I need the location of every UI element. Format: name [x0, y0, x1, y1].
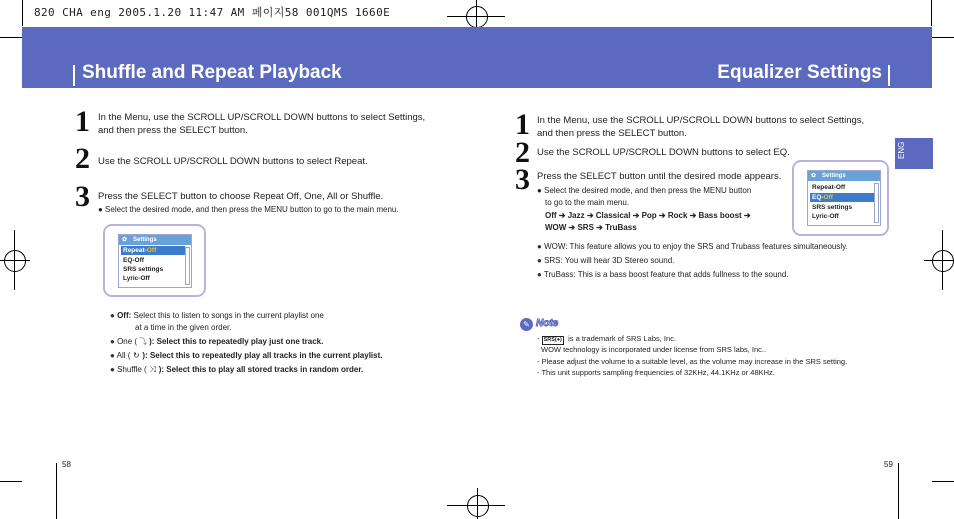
scrollbar — [185, 247, 190, 285]
step-text: In the Menu, use the SCROLL UP/SCROLL DOWN buttons to select Settings, — [98, 112, 426, 123]
screen-header: ✿ Settings — [119, 235, 191, 245]
crop-line — [932, 37, 954, 38]
repeat-all-icon: ↻ — [133, 351, 140, 360]
screen-item: Lyric-Off — [123, 275, 150, 282]
crop-line — [0, 37, 22, 38]
step-subtext: ● Select the desired mode, and then press the MENU button — [537, 186, 752, 195]
crop-line — [22, 0, 23, 26]
step-text: Use the SCROLL UP/SCROLL DOWN buttons to select Repeat. — [98, 156, 368, 167]
language-tab: ENG — [895, 138, 933, 169]
crop-line — [931, 0, 932, 26]
step-text: and then press the SELECT button. — [537, 128, 687, 139]
right-page-title: Equalizer Settings — [717, 62, 882, 83]
note-icon: ✎ — [520, 318, 533, 331]
step-number: 3 — [515, 163, 530, 196]
step-number: 2 — [75, 142, 90, 175]
mode-wow: ● WOW: This feature allows you to enjoy the SRS and Trubass features simultaneously. — [537, 242, 848, 251]
mode-sequence: WOW ➔ SRS ➔ TruBass — [545, 223, 637, 232]
step-text: Use the SCROLL UP/SCROLL DOWN buttons to select EQ. — [537, 147, 790, 158]
screen-item: SRS settings — [123, 266, 164, 273]
left-page-title: Shuffle and Repeat Playback — [82, 62, 342, 83]
step-number: 1 — [515, 108, 530, 141]
step-text: Press the SELECT button until the desired mode appears. — [537, 171, 782, 182]
step-subtext: ● Select the desired mode, and then press the MENU button to go to the main menu. — [98, 205, 399, 214]
mode-trubass: ● TruBass: This is a bass boost feature that adds fullness to the sound. — [537, 270, 789, 279]
selected-row: EQ-Off — [810, 193, 874, 202]
crop-line — [898, 463, 899, 519]
step-number: 3 — [75, 180, 90, 213]
settings-icon: ✿ — [811, 173, 817, 179]
note-title: Note — [536, 318, 559, 329]
crop-line — [932, 481, 954, 482]
mode-srs: ● SRS: You will hear 3D Stereo sound. — [537, 256, 675, 265]
title-bar-accent — [73, 65, 75, 86]
note-item: WOW technology is incorporated under license from SRS labs, Inc.. — [541, 345, 767, 354]
page-number-right: 59 — [884, 460, 893, 469]
srs-logo: SRS(●) — [543, 337, 562, 343]
screen-item: SRS settings — [812, 204, 853, 211]
screen-header: ✿ Settings — [808, 171, 880, 181]
screen-item: Lyric-Off — [812, 213, 839, 220]
device-screen-illustration — [103, 224, 206, 297]
screen-item: EQ-Off — [123, 257, 144, 264]
device-screen-illustration — [792, 160, 889, 236]
note-item: - SRS(●) is a trademark of SRS Labs, Inc. — [537, 334, 677, 343]
option-shuffle: ● Shuffle ( ⤨ ): Select this to play all stored tracks in random order. — [110, 365, 364, 374]
step-number: 2 — [515, 136, 530, 169]
page-number-left: 58 — [62, 460, 71, 469]
step-number: 1 — [75, 105, 90, 138]
mode-sequence: Off ➔ Jazz ➔ Classical ➔ Pop ➔ Rock ➔ Bass boost ➔ — [545, 211, 751, 220]
settings-icon: ✿ — [122, 237, 128, 243]
step-subtext: to go to the main menu. — [545, 198, 630, 207]
print-header: 820 CHA eng 2005.1.20 11:47 AM 페이지58 001QMS 1660E — [34, 6, 391, 19]
scrollbar — [874, 183, 879, 223]
screen-item: Repeat-Off — [812, 184, 846, 191]
step-text: In the Menu, use the SCROLL UP/SCROLL DOWN buttons to select Settings, — [537, 115, 865, 126]
option-off-cont: at a time in the given order. — [135, 323, 232, 332]
device-screen — [807, 170, 881, 226]
option-off: ● Off: Select this to listen to songs in the current playlist one — [110, 311, 324, 320]
option-all: ● All ( ↻ ): Select this to repeatedly play all tracks in the current playlist. — [110, 351, 383, 360]
crop-line — [56, 463, 57, 519]
note-item: - This unit supports sampling frequencies of 32KHz, 44.1KHz or 48KHz. — [537, 368, 775, 377]
note-item: - Please adjust the volume to a suitable level, as the volume may increase in the SRS setting. — [537, 357, 848, 366]
step-text: and then press the SELECT button. — [98, 125, 248, 136]
selected-row: Repeat-Off — [121, 246, 185, 255]
option-one: ● One ( ⤵ ): Select this to repeatedly play just one track. — [110, 337, 324, 346]
step-text: Press the SELECT button to choose Repeat Off, One, All or Shuffle. — [98, 191, 384, 202]
title-bar-accent — [888, 65, 890, 86]
repeat-one-icon: ⤵ — [139, 337, 148, 346]
device-screen — [118, 234, 192, 288]
crop-line — [0, 481, 22, 482]
shuffle-icon: ⤨ — [149, 365, 156, 374]
